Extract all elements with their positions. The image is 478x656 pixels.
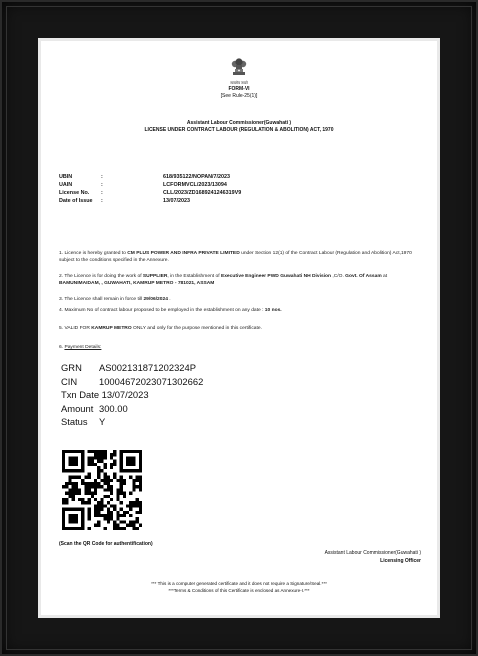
payment-value: 13/07/2023: [101, 389, 149, 400]
clause-1: [59, 250, 421, 264]
qr-code[interactable]: [62, 450, 142, 530]
info-row-uain: [59, 182, 241, 190]
clause-5: [59, 325, 421, 332]
emblem-caption: सत्यमेव जयते: [230, 81, 248, 85]
footer-note-1: *** This is a computer generated certificate and it does not require a Signature/Seal.***: [151, 581, 327, 586]
payment-value: Y: [99, 416, 106, 427]
info-value: 13/07/2023: [163, 198, 190, 204]
payment-row-cin: [61, 375, 203, 389]
clause-text: 5. VALID FOR: [59, 326, 92, 331]
footer-note-2: ***Terms & Conditions of this Certificate is enclosed as Annexure-I.***: [168, 588, 310, 593]
info-sep: :: [101, 190, 103, 196]
info-sep: :: [101, 182, 103, 188]
payment-row-amount: [61, 402, 203, 416]
info-label: UAIN: [59, 182, 73, 188]
clause-2: [59, 273, 421, 287]
payment-value: 10004672023071302662: [99, 375, 204, 387]
info-row-license-no: [59, 190, 241, 198]
certificate-title: LICENSE UNDER CONTRACT LABOUR (REGULATION & ABOLITION) ACT, 1970: [144, 127, 334, 133]
info-sep: :: [101, 174, 103, 180]
payment-row-status: [61, 415, 203, 429]
payment-label: CIN: [61, 375, 78, 387]
payment-value: AS002131871202324P: [99, 362, 196, 373]
clause-text: ONLY and only for the purpose mentioned in this certificate.: [131, 326, 262, 331]
clause-text: , in the Establishment of: [167, 274, 221, 279]
clause-text: 4. Maximum No of contract labour proposed to be employed in the establishment on any date :: [59, 308, 265, 313]
info-sep: :: [101, 198, 103, 204]
establishment-address: BAMUNIMAIDAM, , GUWAHATI, KAMRUP METRO - 781021, ASSAM: [59, 281, 215, 286]
info-label: License No.: [59, 190, 90, 196]
licensee-name: CM PLUS POWER AND INFRA PRIVATE LIMITED: [127, 251, 240, 256]
issuing-authority: Assistant Labour Commissioner(Guwahati ): [186, 120, 292, 126]
rule-reference: [See Rule-25(1)]: [220, 93, 258, 99]
clause-text: 2. The Licence is for doing the work of: [59, 274, 143, 279]
qr-caption: (Scan the QR Code for authentification): [59, 541, 153, 547]
payment-label: GRN: [61, 362, 82, 373]
clause-6: [59, 344, 421, 351]
clause-text: 6.: [59, 345, 65, 350]
payment-row-grn: [61, 361, 203, 375]
signatory-role: Licensing Officer: [380, 558, 421, 564]
clause-text: 1. Licence is hereby granted to: [59, 251, 128, 256]
info-value: CLL/2023/ZD1689241246319V9: [163, 190, 242, 196]
max-labour-count: 10 nos.: [264, 308, 282, 313]
payment-row-txn-date: [61, 388, 203, 402]
clause-3: [59, 296, 421, 303]
info-label: UBIN: [59, 174, 73, 180]
clause-text: at: [381, 274, 388, 279]
establishment-name: Executive Engineer PWD Guwahati NH Division: [220, 274, 332, 279]
state-emblem-icon: [227, 55, 251, 79]
license-certificate: [41, 41, 437, 615]
signatory-authority: Assistant Labour Commissioner(Guwahati ): [324, 550, 421, 556]
payment-label: Amount: [61, 402, 94, 414]
info-label: Date of Issue: [59, 198, 93, 204]
info-value: LCFORMVCL/2023/13094: [163, 182, 227, 188]
payment-label: Status: [61, 416, 88, 427]
clause-text: 3. The Licence shall remain in force till: [59, 297, 144, 302]
clause-text: ,C/O.: [331, 274, 346, 279]
payment-details: [61, 361, 203, 429]
valid-till-date: 29/06/2024: [143, 297, 168, 302]
info-row-ubin: [59, 174, 241, 182]
form-number: FORM-VI: [228, 86, 250, 92]
clause-text: .: [167, 297, 171, 302]
info-row-date-of-issue: [59, 198, 241, 206]
work-type: SUPPLIER: [142, 274, 168, 279]
clause-text: under Section 12(1) of the Contract Labour (Regulation and Abolition) Act,1970 subject to the conditions specified in the Annexure.: [59, 251, 412, 263]
license-info-table: [59, 174, 241, 206]
payment-value: 300.00: [99, 402, 128, 414]
valid-area: KAMRUP METRO: [91, 326, 132, 331]
clause-4: [59, 307, 421, 314]
care-of: Govt. Of Assam: [345, 274, 382, 279]
payment-label: Txn Date: [61, 389, 100, 400]
info-value: 618/935122/NOPAN/7/2023: [163, 174, 231, 180]
payment-details-heading: Payment Details:: [64, 345, 102, 350]
